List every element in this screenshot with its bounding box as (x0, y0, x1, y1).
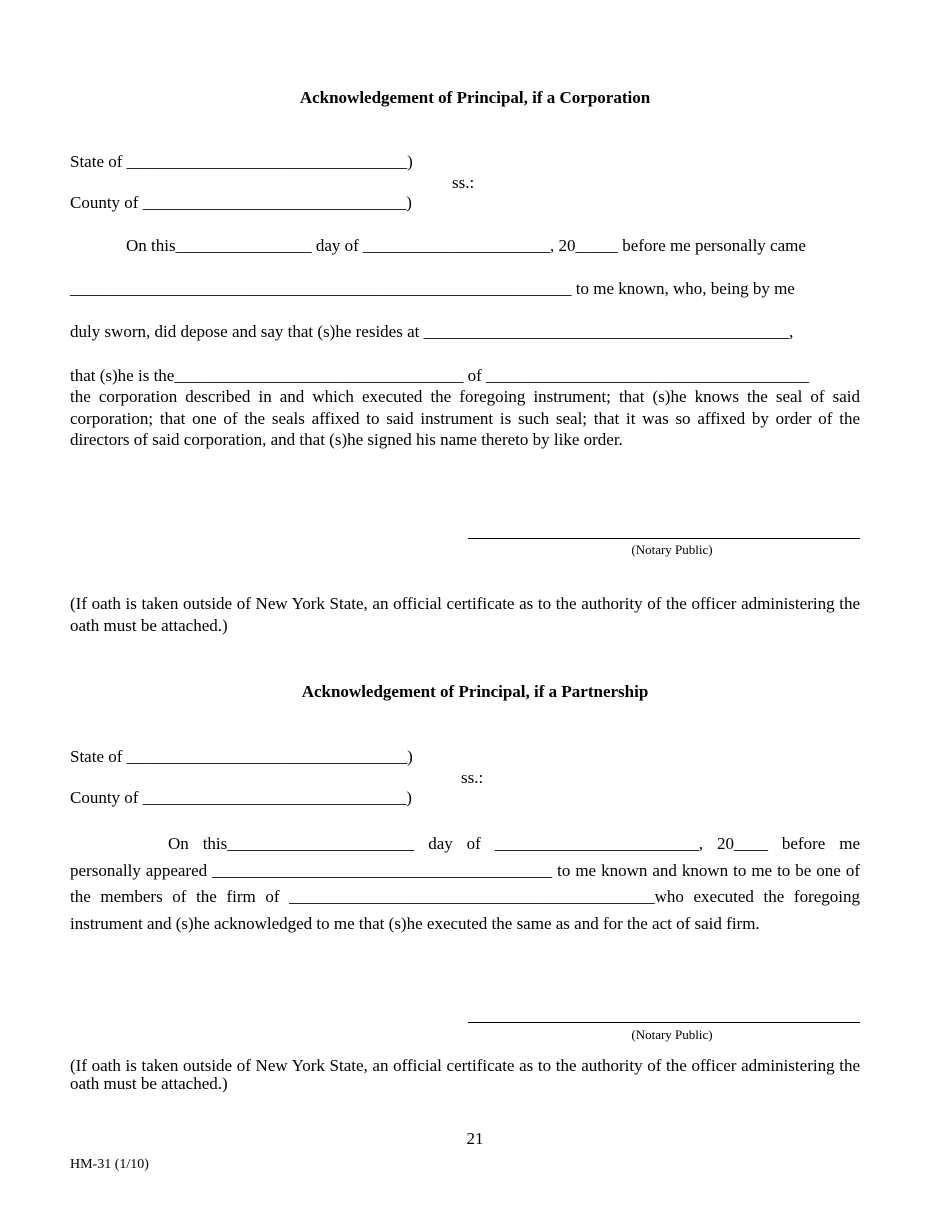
corporation-line-4: that (s)he is the__________________________________ of ______________________________________ (70, 366, 809, 385)
partnership-state-line: State of _________________________________) (70, 747, 413, 766)
corporation-heading: Acknowledgement of Principal, if a Corporation (299, 88, 651, 107)
corporation-line-2: ___________________________________________________________ to me known, who, being by me (70, 279, 795, 298)
form-id: HM-31 (1/10) (70, 1157, 149, 1172)
corporation-county-line: County of _______________________________) (70, 193, 412, 212)
corporation-paragraph: the corporation described in and which executed the foregoing instrument; that (s)he knows the seal of said corporation; that one of the seals affixed to said instrument is such seal; that it was so affixed by order of the directors of said corporation, and that (s)he signed his name thereto by like order. (70, 387, 860, 449)
corporation-oath-note: (If oath is taken outside of New York State, an official certificate as to the authority of the officer administering the oath must be attached.) (70, 594, 860, 635)
partnership-paragraph: On this______________________ day of ________________________, 20____ before me personally appeared ________________________________________ to me known and known to me to be one of the members of the firm of ___________________________________________who executed the foregoing instrument and (s)he acknowledged to me that (s)he executed the same as and for the act of said firm. (70, 834, 860, 933)
partnership-heading: Acknowledgement of Principal, if a Partnership (301, 682, 649, 701)
partnership-ss-label: ss.: (461, 768, 484, 787)
partnership-oath-note: (If oath is taken outside of New York State, an official certificate as to the authority of the officer administering the oath must be attached.) (70, 1056, 860, 1093)
corporation-line-3: duly sworn, did depose and say that (s)he resides at ___________________________________________, (70, 322, 794, 341)
partnership-county-line: County of _______________________________) (70, 788, 412, 807)
page-number: 21 (466, 1129, 484, 1148)
partnership-notary-label: (Notary Public) (631, 1027, 713, 1042)
partnership-signature-line (468, 1022, 860, 1023)
corporation-line-1: On this________________ day of ______________________, 20_____ before me personally came (126, 236, 806, 255)
corporation-state-line: State of _________________________________) (70, 152, 413, 171)
corporation-ss-label: ss.: (452, 173, 475, 192)
corporation-notary-label: (Notary Public) (631, 542, 713, 557)
corporation-signature-line (468, 538, 860, 539)
